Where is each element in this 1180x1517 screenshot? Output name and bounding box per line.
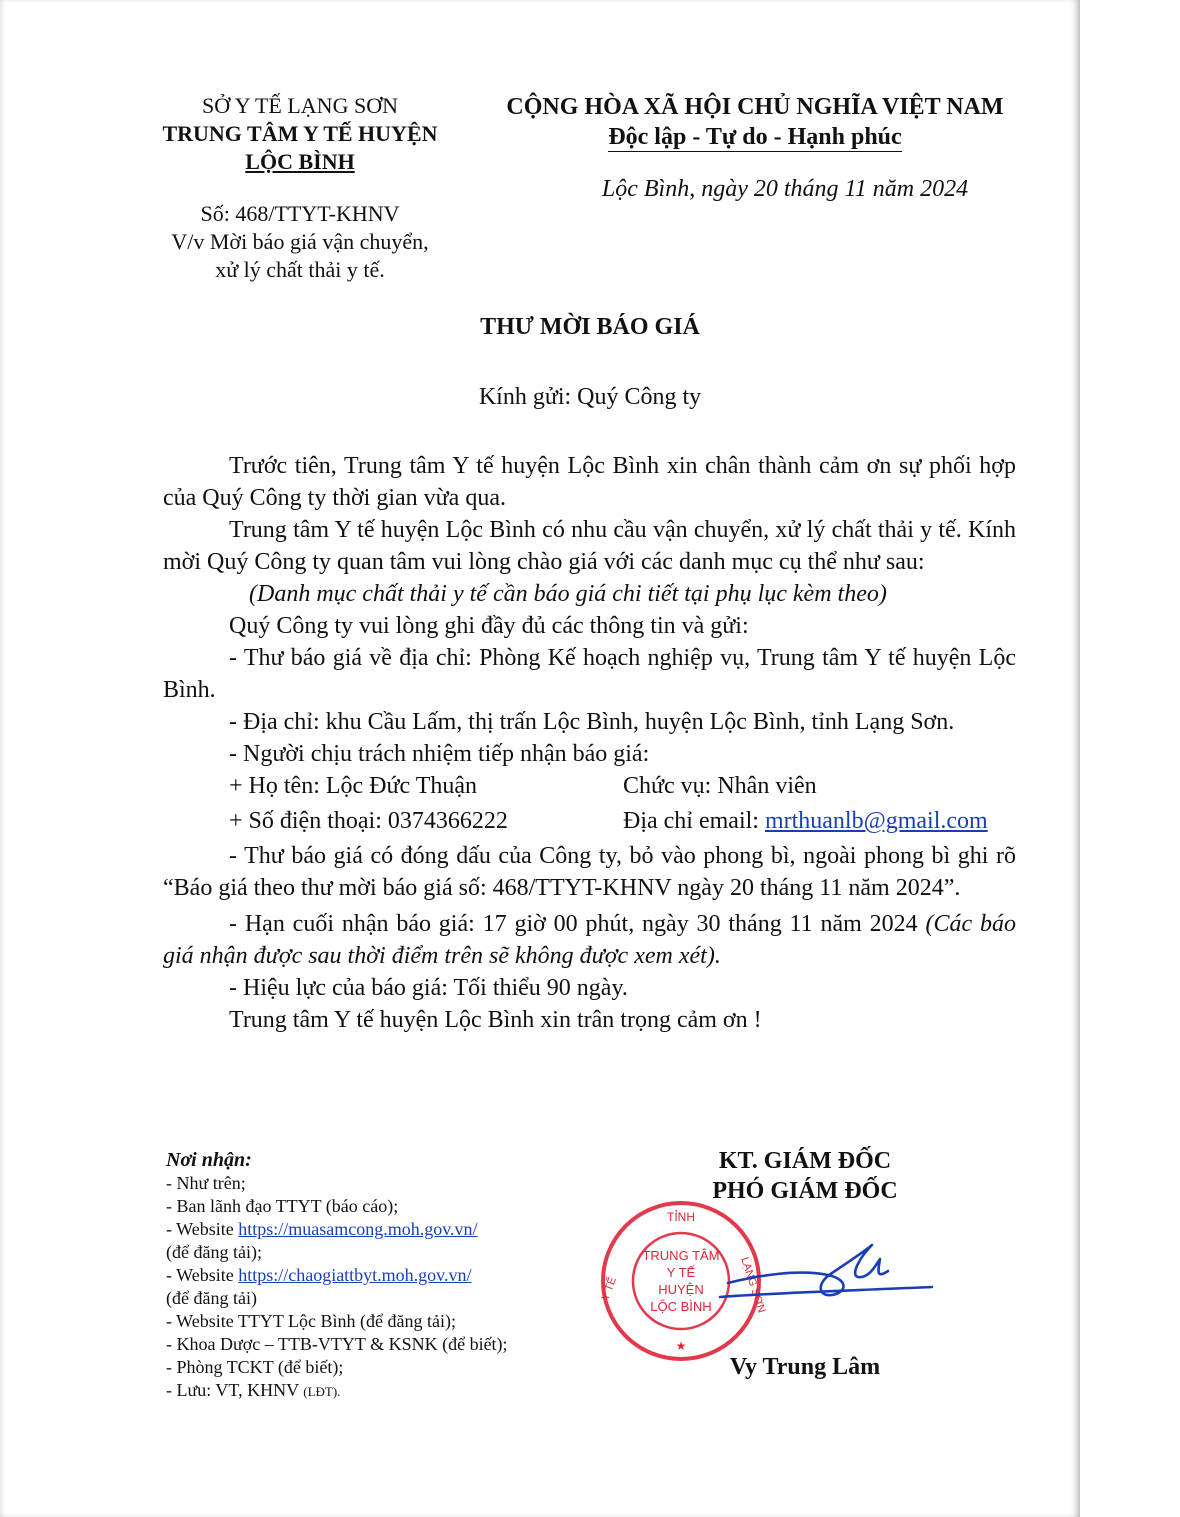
paragraph-instructions: Quý Công ty vui lòng ghi đầy đủ các thông tin và gửi: <box>229 613 749 639</box>
recipient-prefix: - Website <box>166 1265 239 1285</box>
recipient-prefix: - Website <box>166 1219 239 1239</box>
document-subject-line1: V/v Mời báo giá vận chuyển, <box>171 229 429 254</box>
nation-header <box>490 92 1020 152</box>
paragraph-send-address: - Thư báo giá về địa chỉ: Phòng Kế hoạch nghiệp vụ, Trung tâm Y tế huyện Lộc Bình. <box>163 645 1016 703</box>
stamp-outer-right-text: LẠNG SƠN <box>738 1255 768 1315</box>
signer-name: Vy Trung Lâm <box>729 1354 881 1380</box>
paragraph-contact-person: - Người chịu trách nhiệm tiếp nhận báo giá: <box>229 741 650 767</box>
agency-location: LỘC BÌNH <box>245 149 355 174</box>
recipient-item <box>166 1218 586 1241</box>
stamp-inner-line2: Y TẾ <box>666 1265 696 1280</box>
motto: Độc lập - Tự do - Hạnh phúc <box>608 124 902 150</box>
recipient-item-note: (để đăng tải) <box>166 1288 257 1308</box>
paragraph-thanks: Trước tiên, Trung tâm Y tế huyện Lộc Bình xin chân thành cảm ơn sự phối hợp của Quý Công ty thời gian vừa qua. <box>163 453 1016 511</box>
deadline-note: (Các báo giá nhận được sau thời điểm trên sẽ không được xem xét). <box>163 911 1016 969</box>
paragraph-appendix-note: (Danh mục chất thải y tế cần báo giá chi tiết tại phụ lục kèm theo) <box>249 581 887 607</box>
document-title: THƯ MỜI BÁO GIÁ <box>480 314 700 340</box>
paragraph-closing: Trung tâm Y tế huyện Lộc Bình xin trân trọng cảm ơn ! <box>229 1007 762 1033</box>
document-subject-line2: xử lý chất thải y tế. <box>215 257 385 282</box>
document-number-block <box>130 200 470 284</box>
recipients-block <box>166 1148 586 1403</box>
signature-titles <box>640 1146 970 1206</box>
stamp-outer-left-text: Y TẾ <box>599 1275 619 1303</box>
stamp-inner-line1: TRUNG TÂM <box>642 1248 720 1263</box>
paragraph-request: Trung tâm Y tế huyện Lộc Bình có nhu cầu vận chuyển, xử lý chất thải y tế. Kính mời Quý Công ty quan tâm vui lòng chào giá với các danh mục cụ thể như sau: <box>163 517 1016 575</box>
ministry-line: SỞ Y TẾ LẠNG SƠN <box>202 93 398 118</box>
issue-date: Lộc Bình, ngày 20 tháng 11 năm 2024 <box>601 176 969 202</box>
contact-phone-row <box>163 802 1016 840</box>
recipient-item <box>166 1264 586 1287</box>
contact-name-row <box>163 770 1016 802</box>
recipient-item: - Website TTYT Lộc Bình (để đăng tải); <box>166 1311 456 1331</box>
recipient-item: - Như trên; <box>166 1173 246 1193</box>
recipient-item-note: (để đăng tải); <box>166 1242 262 1262</box>
contact-email-label: Địa chỉ email: <box>623 808 765 834</box>
greeting: Kính gửi: Quý Công ty <box>478 384 702 410</box>
contact-email-link[interactable]: mrthuanlb@gmail.com <box>764 808 988 834</box>
agency-name-line: TRUNG TÂM Y TẾ HUYỆN <box>162 121 438 146</box>
contact-name: + Họ tên: Lộc Đức Thuận <box>229 773 478 799</box>
recipient-item: - Ban lãnh đạo TTYT (báo cáo); <box>166 1196 399 1216</box>
recipient-item: - Phòng TCKT (để biết); <box>166 1357 344 1377</box>
recipients-heading: Nơi nhận: <box>166 1149 252 1171</box>
document-number: Số: 468/TTYT-KHNV <box>200 201 400 226</box>
recipient-item <box>166 1379 586 1403</box>
contact-email-row <box>623 805 988 837</box>
chaogiattbyt-link[interactable]: https://chaogiattbyt.moh.gov.vn/ <box>238 1265 472 1285</box>
contact-position: Chức vụ: Nhân viên <box>623 773 817 799</box>
recipient-item: - Khoa Dược – TTB-VTYT & KSNK (để biết); <box>166 1334 508 1354</box>
signer-title-1: KT. GIÁM ĐỐC <box>718 1148 892 1174</box>
paragraph-envelope: - Thư báo giá có đóng dấu của Công ty, bỏ vào phong bì, ngoài phong bì ghi rõ “Báo giá theo thư mời báo giá số: 468/TTYT-KHNV ngày 20 tháng 11 năm 2024”. <box>163 843 1016 901</box>
muasamcong-link[interactable]: https://muasamcong.moh.gov.vn/ <box>238 1219 478 1239</box>
signer-title-2: PHÓ GIÁM ĐỐC <box>712 1178 898 1204</box>
agency-header <box>130 92 470 176</box>
letter-body <box>163 450 1016 1036</box>
archive-text: - Lưu: VT, KHNV <box>166 1380 304 1400</box>
nation-title: CỘNG HÒA XÃ HỘI CHỦ NGHĨA VIỆT NAM <box>506 94 1004 120</box>
agency-name-line2 <box>130 148 470 176</box>
contact-phone: + Số điện thoại: 0374366222 <box>229 808 508 834</box>
paragraph-deadline <box>163 908 1016 972</box>
archive-initials: (LĐT). <box>303 1384 341 1399</box>
paragraph-address: - Địa chỉ: khu Cầu Lấm, thị trấn Lộc Bình, huyện Lộc Bình, tỉnh Lạng Sơn. <box>229 709 955 735</box>
stamp-inner-line4: LỘC BÌNH <box>650 1299 712 1314</box>
stamp-star-icon: ★ <box>675 1339 687 1353</box>
stamp-inner-line3: HUYỆN <box>658 1282 704 1297</box>
deadline-text: - Hạn cuối nhận báo giá: 17 giờ 00 phút, ngày 30 tháng 11 năm 2024 <box>229 911 926 937</box>
motto-wrapper <box>490 122 1020 152</box>
paragraph-validity: - Hiệu lực của báo giá: Tối thiểu 90 ngày. <box>229 975 628 1001</box>
stamp-outer-top-text: TỈNH <box>667 1210 695 1224</box>
handwritten-signature <box>700 1235 940 1315</box>
